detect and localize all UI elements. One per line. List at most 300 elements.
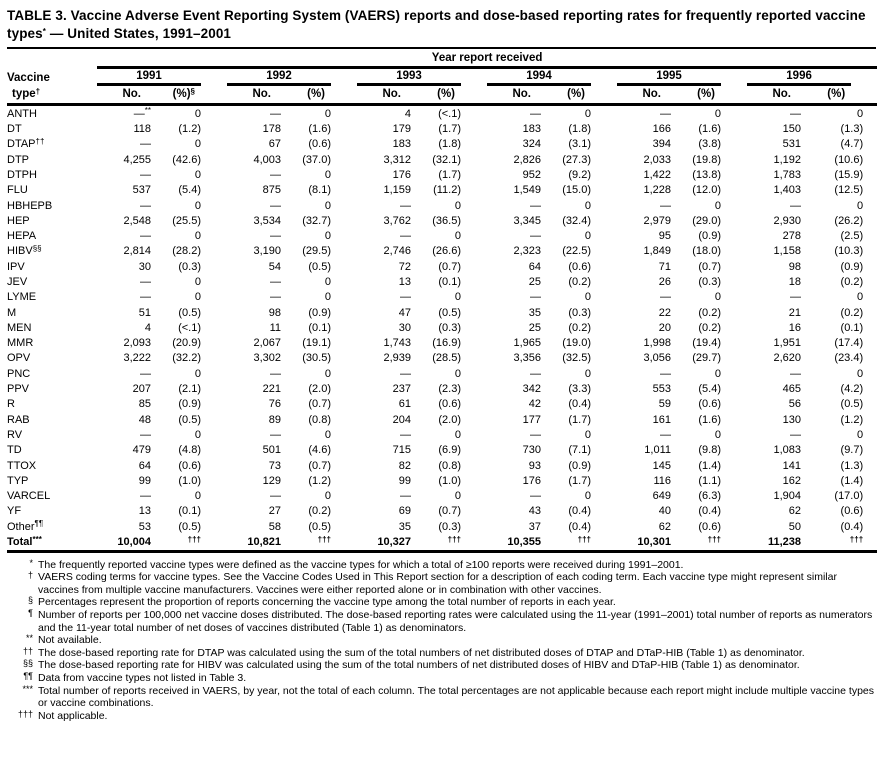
span-header-row <box>7 51 877 69</box>
no-cell: — <box>140 230 151 243</box>
no-cell: 183 <box>522 123 541 136</box>
footnote-marker: §§ <box>22 658 33 669</box>
no-cell: 145 <box>652 459 671 472</box>
pct-cell: (6.3) <box>698 490 721 503</box>
pct-cell: (0.7) <box>438 260 461 273</box>
vaccine-type-cell: DT <box>7 123 22 136</box>
no-cell: 35 <box>398 520 411 533</box>
pct-cell: 0 <box>857 199 864 212</box>
pct-cell: (0.7) <box>698 260 721 273</box>
pct-cell: (30.5) <box>302 352 331 365</box>
footnote-text: Number of reports per 100,000 net vaccine doses distributed. The dose-based reporting rates were calculated using the 11-year (1991–2001) total number of reports as numerators and the 11-year total number of net doses of vaccines distributed (Table 1) as denominators. <box>38 609 873 634</box>
pct-cell: (<.1) <box>438 107 461 120</box>
no-cell: 27 <box>268 505 281 518</box>
no-cell: — <box>400 367 411 380</box>
pct-cell: (15.0) <box>562 184 591 197</box>
no-cell: 61 <box>398 398 411 411</box>
no-cell: 53 <box>138 520 151 533</box>
no-cell: 2,746 <box>383 245 411 258</box>
vaccine-type-cell: MEN <box>7 321 32 334</box>
table-row <box>7 183 877 198</box>
no-cell: — <box>790 199 801 212</box>
pct-cell: (1.6) <box>308 123 331 136</box>
no-cell: — <box>140 138 151 151</box>
table-row <box>7 290 877 305</box>
no-cell: 2,033 <box>643 153 671 166</box>
span-header-label: Year report received <box>97 51 877 69</box>
no-cell: 99 <box>138 474 151 487</box>
pct-cell: (29.5) <box>302 245 331 258</box>
no-cell: — <box>140 291 151 304</box>
no-cell: 118 <box>133 123 151 136</box>
no-cell: 715 <box>392 444 411 457</box>
pct-cell: ††† <box>411 534 487 551</box>
no-cell: — <box>530 291 541 304</box>
pct-cell: (1.4) <box>840 474 864 487</box>
pct-cell: (2.0) <box>438 413 461 426</box>
pct-cell: (2.3) <box>438 383 461 396</box>
footnote-text: The dose-based reporting rate for DTAP was calculated using the sum of the total numbers of net distributed doses of DTAP and DTaP-HIB (Table 1) as denominator. <box>38 646 805 659</box>
pct-cell: 0 <box>454 230 461 243</box>
vaccine-type-cell: PNC <box>7 367 31 380</box>
pct-cell: (23.4) <box>834 352 864 365</box>
no-cell: 2,093 <box>123 337 151 350</box>
footnote-text: Not applicable. <box>38 709 108 722</box>
pct-cell: (37.0) <box>302 153 331 166</box>
table-row <box>7 259 877 274</box>
pct-cell: (16.9) <box>432 337 461 350</box>
pct-cell: (11.2) <box>433 184 461 197</box>
no-cell: 150 <box>782 123 801 136</box>
pct-cell: (19.1) <box>302 337 331 350</box>
table-row <box>7 305 877 320</box>
pct-cell: (1.0) <box>438 474 461 487</box>
no-cell: 141 <box>782 459 801 472</box>
no-cell: 2,939 <box>383 352 411 365</box>
no-cell: — <box>660 367 671 380</box>
no-cell: 64 <box>138 459 151 472</box>
pct-cell: (0.5) <box>178 520 201 533</box>
footnote-text: Not available. <box>38 634 102 647</box>
no-cell: — <box>140 276 151 288</box>
pct-cell: (0.9) <box>568 459 591 472</box>
pct-cell: 0 <box>714 367 721 380</box>
pct-cell: ††† <box>541 534 617 551</box>
footnote-marker: *** <box>22 683 33 694</box>
pct-cell: 0 <box>324 107 331 120</box>
no-cell: 1,422 <box>643 168 671 181</box>
no-cell: 4,255 <box>123 153 151 166</box>
no-cell: 278 <box>782 230 801 243</box>
pct-cell: (8.1) <box>308 184 331 197</box>
table-row <box>7 152 877 167</box>
no-cell: 1,083 <box>773 444 801 457</box>
year-label: 1995 <box>617 69 721 86</box>
table-row <box>7 458 877 473</box>
no-cell: 40 <box>658 505 671 518</box>
footnote-text: The dose-based reporting rate for HIBV was calculated using the sum of the total numbers of net distributed doses of HIBV and DTaP-HIB (Table 1) as denominator. <box>38 659 800 672</box>
pct-cell: (32.7) <box>302 214 331 227</box>
no-cell: 875 <box>262 184 281 197</box>
no-cell: 952 <box>522 168 541 181</box>
no-cell: — <box>140 168 151 181</box>
year-label: 1993 <box>357 69 461 86</box>
pct-cell: 0 <box>857 291 864 304</box>
pct-cell: (19.8) <box>692 153 721 166</box>
footnote-marker: ¶ <box>28 608 33 619</box>
no-cell: 62 <box>788 505 801 518</box>
pct-cell: (0.6) <box>698 398 721 411</box>
no-cell: 2,826 <box>513 153 541 166</box>
footnote-marker: ††† <box>17 708 33 719</box>
pct-cell: (22.5) <box>562 245 591 258</box>
no-cell: 394 <box>652 138 671 151</box>
no-cell: — <box>270 490 281 503</box>
year-label: 1996 <box>747 69 851 86</box>
table-row <box>7 167 877 182</box>
pct-cell: (1.7) <box>568 474 591 487</box>
no-cell: 43 <box>528 505 541 518</box>
no-cell: 13 <box>398 276 411 288</box>
no-cell: — <box>660 107 671 120</box>
pct-cell: (5.4) <box>698 383 721 396</box>
pct-cell: 0 <box>714 199 721 212</box>
subcol-pct-header: (%) <box>411 86 487 105</box>
no-cell: 3,056 <box>643 352 671 365</box>
footnote-text: Percentages represent the proportion of reports concerning the vaccine type among the total number of reports in each year. <box>38 596 616 609</box>
no-cell: 10,821 <box>227 534 281 551</box>
no-cell: 649 <box>652 490 671 503</box>
pct-cell: (17.0) <box>834 490 864 503</box>
no-cell: 10,301 <box>617 534 671 551</box>
no-cell: 54 <box>268 260 281 273</box>
pct-cell: (27.3) <box>562 153 591 166</box>
pct-cell: (29.0) <box>692 214 721 227</box>
pct-cell: (0.8) <box>308 413 331 426</box>
pct-cell: (10.3) <box>834 245 864 258</box>
pct-cell: (1.0) <box>178 474 201 487</box>
no-cell: 1,158 <box>773 245 801 258</box>
footnote <box>7 672 876 685</box>
no-cell: 18 <box>788 276 801 288</box>
no-cell: 98 <box>788 260 801 273</box>
pct-cell: (18.0) <box>692 245 721 258</box>
pct-cell: (15.9) <box>834 168 864 181</box>
no-cell: 72 <box>398 260 411 273</box>
pct-cell: (19.4) <box>692 337 721 350</box>
no-cell: 48 <box>138 413 151 426</box>
pct-cell: (0.3) <box>568 306 591 319</box>
no-cell: 21 <box>788 306 801 319</box>
no-cell: 67 <box>268 138 281 151</box>
pct-cell: 0 <box>194 276 201 288</box>
no-cell: 58 <box>268 520 281 533</box>
no-cell: — <box>400 291 411 304</box>
pct-cell: 0 <box>194 367 201 380</box>
table-header <box>7 51 877 105</box>
pct-cell: (2.0) <box>308 383 331 396</box>
no-cell: 51 <box>138 306 151 319</box>
no-cell: 73 <box>268 459 281 472</box>
no-cell: 64 <box>528 260 541 273</box>
footnote-text: VAERS coding terms for vaccine types. See the Vaccine Codes Used in This Report section for a description of each coding term. Each vaccine type might represent similar vaccines from multiple vaccine manufacturers. Vaccines were either reported alone or in combination with other vaccines. <box>38 571 837 596</box>
pct-cell: (3.8) <box>698 138 721 151</box>
pct-cell: (1.3) <box>840 123 864 136</box>
pct-cell: 0 <box>584 367 591 380</box>
no-cell: 730 <box>522 444 541 457</box>
pct-cell: (9.7) <box>840 444 864 457</box>
pct-cell: (12.0) <box>692 184 721 197</box>
no-cell: 10,004 <box>97 534 151 551</box>
no-cell: 221 <box>262 383 281 396</box>
pct-cell: (4.8) <box>178 444 201 457</box>
pct-cell: (0.6) <box>308 138 331 151</box>
pct-cell: (1.1) <box>698 474 721 487</box>
no-cell: 1,549 <box>513 184 541 197</box>
pct-cell: (9.8) <box>698 444 721 457</box>
no-cell: 3,345 <box>513 214 541 227</box>
pct-cell: (19.0) <box>562 337 591 350</box>
pct-cell: (0.9) <box>178 398 201 411</box>
table-row <box>7 320 877 335</box>
pct-cell: (0.9) <box>308 306 331 319</box>
pct-cell: (0.6) <box>698 520 721 533</box>
pct-cell: (0.5) <box>308 520 331 533</box>
pct-cell: 0 <box>454 490 461 503</box>
pct-cell: (28.5) <box>432 352 461 365</box>
no-cell: 4 <box>144 321 151 334</box>
no-cell: 3,312 <box>383 153 411 166</box>
footnote <box>7 659 876 672</box>
no-cell: 207 <box>132 383 151 396</box>
subcol-pct-header: (%)§ <box>151 86 227 105</box>
pct-cell: 0 <box>324 367 331 380</box>
pct-cell: (0.5) <box>178 413 201 426</box>
no-cell: — <box>270 107 281 120</box>
pct-cell: (0.7) <box>438 505 461 518</box>
pct-cell: ††† <box>281 534 357 551</box>
no-cell: — <box>530 107 541 120</box>
table-row <box>7 489 877 504</box>
subcol-pct-header: (%) <box>281 86 357 105</box>
pct-cell: (0.1) <box>308 321 331 334</box>
subcol-pct-header: (%) <box>541 86 617 105</box>
year-label: 1992 <box>227 69 331 86</box>
pct-cell: 0 <box>194 168 201 181</box>
table-row <box>7 213 877 228</box>
table-row <box>7 351 877 366</box>
no-cell: 3,762 <box>383 214 411 227</box>
no-cell: 50 <box>788 520 801 533</box>
pct-cell: 0 <box>324 291 331 304</box>
pct-cell: (32.2) <box>172 352 201 365</box>
table-row <box>7 336 877 351</box>
pct-cell: (0.3) <box>438 321 461 334</box>
year-header <box>617 69 747 86</box>
table-row <box>7 121 877 136</box>
year-header <box>227 69 357 86</box>
table-row <box>7 427 877 442</box>
pct-cell: (0.2) <box>568 276 591 288</box>
footnote <box>7 647 876 660</box>
no-cell: — <box>530 230 541 243</box>
pct-cell: (25.5) <box>172 214 201 227</box>
pct-cell: (4.6) <box>308 444 331 457</box>
pct-cell: 0 <box>584 428 591 441</box>
footnote <box>7 559 876 572</box>
table-row <box>7 366 877 381</box>
pct-cell: (0.4) <box>840 520 864 533</box>
no-cell: 1,951 <box>773 337 801 350</box>
subcol-no-header: No. <box>357 86 411 105</box>
no-cell: — <box>790 428 801 441</box>
vaccine-type-cell: VARCEL <box>7 490 51 503</box>
no-cell: 1,192 <box>773 153 801 166</box>
table-row <box>7 228 877 243</box>
no-cell: 95 <box>658 230 671 243</box>
pct-cell: (0.4) <box>568 520 591 533</box>
subcol-no-header: No. <box>617 86 671 105</box>
pct-cell: (2.5) <box>840 230 864 243</box>
no-cell: — <box>660 291 671 304</box>
no-cell: — <box>790 107 801 120</box>
pct-cell: 0 <box>194 230 201 243</box>
pct-cell: (1.6) <box>698 413 721 426</box>
no-cell: 16 <box>788 321 801 334</box>
table-row <box>7 443 877 458</box>
no-cell: 1,011 <box>644 444 671 457</box>
vaccine-type-cell: TTOX <box>7 459 37 472</box>
pct-cell: (0.5) <box>308 260 331 273</box>
no-cell: 342 <box>522 383 541 396</box>
table-row <box>7 519 877 534</box>
pct-cell: (9.2) <box>568 168 591 181</box>
no-cell: — <box>270 428 281 441</box>
subcol-no-header: No. <box>747 86 801 105</box>
pct-cell: (0.2) <box>840 276 864 288</box>
subcol-header-row <box>7 86 877 105</box>
no-cell: — <box>530 490 541 503</box>
no-cell: 1,998 <box>643 337 671 350</box>
vaccine-header-line2: type† <box>7 86 97 105</box>
pct-cell: (0.5) <box>840 398 864 411</box>
vaccine-type-cell: ANTH <box>7 107 37 120</box>
no-cell: 2,548 <box>123 214 151 227</box>
no-cell: — <box>660 199 671 212</box>
pct-cell: (0.8) <box>438 459 461 472</box>
no-cell: 1,403 <box>773 184 801 197</box>
footnote-marker: †† <box>22 645 33 656</box>
vaccine-type-cell: DTP <box>7 153 29 166</box>
no-cell: 178 <box>262 123 281 136</box>
no-cell: — <box>530 367 541 380</box>
no-cell: 4 <box>404 107 411 120</box>
no-cell: 82 <box>398 459 411 472</box>
no-cell: 4,003 <box>253 153 281 166</box>
pct-cell: (26.6) <box>432 245 461 258</box>
pct-cell: 0 <box>194 428 201 441</box>
no-cell: — <box>270 367 281 380</box>
pct-cell: ††† <box>151 534 227 551</box>
footnote-marker: † <box>27 570 33 581</box>
footnote-text: Data from vaccine types not listed in Table 3. <box>38 672 247 685</box>
pct-cell: (20.9) <box>172 337 201 350</box>
no-cell: — <box>140 490 151 503</box>
vaccine-type-cell: HEP <box>7 214 30 227</box>
pct-cell: (0.3) <box>698 276 721 288</box>
no-cell: 3,534 <box>253 214 281 227</box>
vaccine-type-cell: R <box>7 398 15 411</box>
pct-cell: 0 <box>194 490 201 503</box>
pct-cell: (13.8) <box>692 168 721 181</box>
vaccine-type-cell: OPV <box>7 352 31 365</box>
table-row <box>7 105 877 122</box>
subcol-no-header: No. <box>227 86 281 105</box>
no-cell: 501 <box>262 444 281 457</box>
no-cell: 553 <box>652 383 671 396</box>
table-title: TABLE 3. Vaccine Adverse Event Reporting System (VAERS) reports and dose-based reporting rates for frequently reported vaccine types* — United States, 1991–2001 <box>7 7 876 49</box>
pct-cell: (42.6) <box>172 153 201 166</box>
no-cell: 98 <box>268 306 281 319</box>
pct-cell: 0 <box>584 107 591 120</box>
pct-cell: 0 <box>454 428 461 441</box>
no-cell: 1,965 <box>513 337 541 350</box>
pct-cell: (3.3) <box>568 383 591 396</box>
pct-cell: (32.5) <box>562 352 591 365</box>
no-cell: — <box>400 199 411 212</box>
no-cell: — <box>270 168 281 181</box>
footnote-text: Total number of reports received in VAERS, by year, not the total of each column. The total percentages are not applicable because each report might include multiple vaccine types or vaccine combinations. <box>38 684 875 710</box>
pct-cell: (0.6) <box>568 260 591 273</box>
no-cell: — <box>660 428 671 441</box>
footnotes <box>7 559 876 723</box>
pct-cell: 0 <box>584 230 591 243</box>
no-cell: 76 <box>268 398 281 411</box>
vaccine-type-cell: HEPA <box>7 230 37 243</box>
pct-cell: (0.4) <box>568 398 591 411</box>
no-cell: 59 <box>658 398 671 411</box>
vaccine-header-line1: Vaccine <box>7 72 50 85</box>
pct-cell: (1.6) <box>698 123 721 136</box>
footnote <box>7 596 876 609</box>
no-cell: 2,620 <box>773 352 801 365</box>
no-cell: — <box>270 230 281 243</box>
pct-cell: (0.3) <box>438 520 461 533</box>
no-cell: 30 <box>138 260 151 273</box>
pct-cell: (0.3) <box>178 260 201 273</box>
no-cell: 537 <box>132 184 151 197</box>
pct-cell: 0 <box>194 138 201 151</box>
pct-cell: (29.7) <box>692 352 721 365</box>
vaccine-type-cell: TD <box>7 444 22 457</box>
pct-cell: (5.4) <box>178 184 201 197</box>
pct-cell: (36.5) <box>432 214 461 227</box>
no-cell: 176 <box>522 474 541 487</box>
no-cell: 2,067 <box>253 337 281 350</box>
vaccine-type-cell: HBHEPB <box>7 199 53 212</box>
subcol-pct-header: (%) <box>671 86 747 105</box>
no-cell: 161 <box>652 413 671 426</box>
no-cell: 37 <box>528 520 541 533</box>
no-cell: 11,238 <box>747 534 801 551</box>
no-cell: 130 <box>782 413 801 426</box>
pct-cell: (17.4) <box>834 337 864 350</box>
no-cell: — <box>400 490 411 503</box>
no-cell: 25 <box>528 321 541 334</box>
no-cell: — <box>270 291 281 304</box>
footnote-marker: * <box>29 557 33 568</box>
year-label: 1994 <box>487 69 591 86</box>
